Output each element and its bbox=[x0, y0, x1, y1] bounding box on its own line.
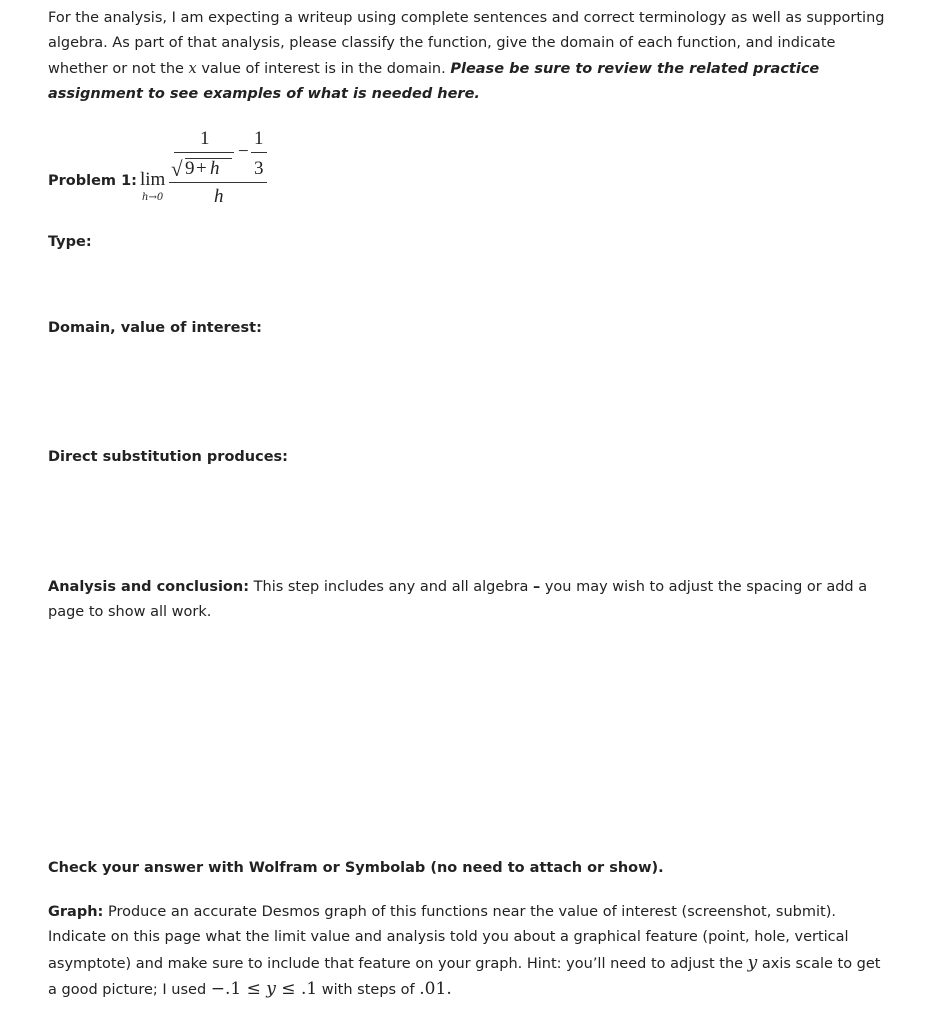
graph-inequality-b: ≤ .1 bbox=[275, 979, 318, 1000]
graph-text-c: with steps of bbox=[317, 982, 420, 999]
radicand-nine: 9 bbox=[185, 158, 195, 179]
minus-sign: − bbox=[238, 141, 249, 162]
third-numerator: 1 bbox=[254, 128, 264, 149]
graph-step: .01 bbox=[419, 979, 447, 1000]
type-label: Type: bbox=[48, 234, 92, 250]
graph-end: . bbox=[446, 979, 452, 1000]
analysis-label: Analysis and conclusion: bbox=[48, 579, 250, 595]
analysis-dash: – bbox=[532, 579, 541, 595]
analysis-text-a: This step includes any and all algebra bbox=[249, 579, 533, 595]
instructions-paragraph bbox=[48, 6, 893, 108]
graph-text-a: Produce an accurate Desmos graph of this functions near the value of interest (screenshot, submit). Indicate on this page what the limit value and analysis told you about a graphical feature (point, hole, vertical asymptote) and make sure to include that feature on your graph. Hint: you’ll need to adjust the bbox=[48, 904, 849, 972]
check-answer-text: Check your answer with Wolfram or Symbolab (no need to attach or show). bbox=[48, 860, 664, 876]
inner-fraction-bar bbox=[174, 152, 234, 153]
third-denominator: 3 bbox=[254, 158, 264, 179]
graph-label: Graph: bbox=[48, 904, 104, 920]
graph-inequality-y: y bbox=[266, 979, 276, 1000]
instructions-emphasis: Please be sure to review the related practice assignment to see examples of what is needed here. bbox=[48, 60, 820, 103]
sqrt-sign: √ bbox=[171, 157, 183, 181]
instructions-text-part1: For the analysis, I am expecting a writeup using complete sentences and correct terminology as well as supporting algebra. As part of that analysis, please classify the function, give the domain of each function, and indicate whether or not the bbox=[48, 10, 885, 77]
variable-x: x bbox=[188, 60, 197, 77]
graph-paragraph bbox=[48, 900, 893, 1004]
analysis-text-b: you may wish to adjust the spacing or add a page to show all work. bbox=[48, 579, 868, 621]
domain-label: Domain, value of interest: bbox=[48, 320, 262, 336]
denominator-h: h bbox=[214, 186, 224, 207]
variable-y: y bbox=[747, 952, 758, 973]
graph-text-b: axis scale to get a good picture; I used bbox=[48, 955, 881, 999]
graph-inequality-a: −.1 ≤ bbox=[210, 979, 267, 1000]
direct-substitution-label: Direct substitution produces: bbox=[48, 449, 288, 465]
lim-text: lim bbox=[140, 169, 166, 190]
instructions-text-part2: value of interest is in the domain. bbox=[196, 60, 451, 77]
analysis-paragraph bbox=[48, 575, 893, 626]
radicand-h: h bbox=[210, 158, 220, 179]
lim-subscript: h→0 bbox=[142, 192, 164, 203]
third-fraction-bar bbox=[251, 152, 267, 153]
main-fraction-bar bbox=[169, 182, 267, 183]
numerator-one: 1 bbox=[200, 128, 210, 149]
problem-label: Problem 1: bbox=[48, 173, 137, 189]
limit-expression bbox=[138, 120, 278, 215]
radicand-plus: + bbox=[196, 158, 207, 179]
